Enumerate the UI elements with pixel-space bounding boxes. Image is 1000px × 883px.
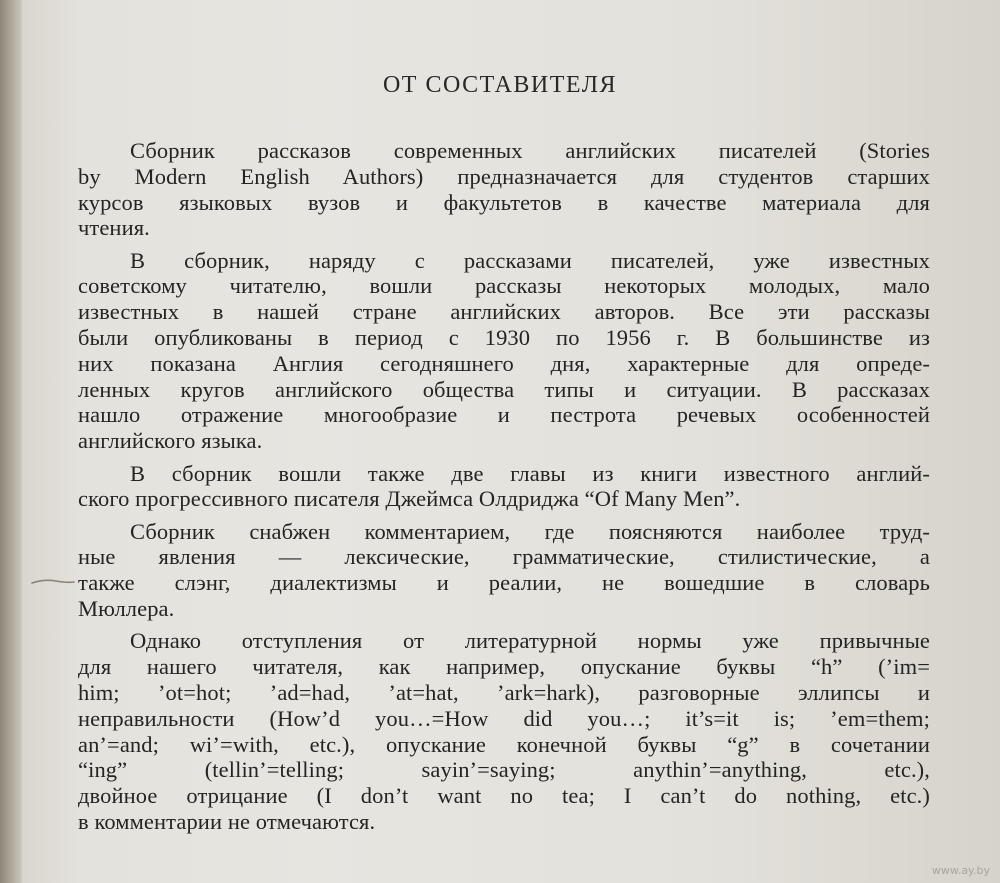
- text-line: ные явления — лексические, грамматические, стилистические, а: [78, 544, 930, 570]
- text-line: an’=and; wi’=with, etc.), опускание конечной буквы “g” в сочетании: [78, 731, 930, 757]
- text-line: Сборник рассказов современных английских писателей (Stories: [130, 138, 930, 163]
- paragraph-2: [78, 248, 930, 454]
- text-line: двойное отрицание (I don’t want no tea; I can’t do nothing, etc.): [78, 783, 930, 809]
- text-line: в комментарии не отмечаются.: [78, 808, 376, 834]
- text-line: ского прогрессивного писателя Джеймса Олдриджа “Of Many Men”.: [78, 486, 741, 512]
- text-line: нашло отражение многообразие и пестрота речевых особенностей: [78, 402, 930, 428]
- paragraph-3: [78, 461, 930, 513]
- paragraph-4: [78, 519, 930, 622]
- text-line: курсов языковых вузов и факультетов в качестве материала для: [78, 189, 930, 215]
- text-line: были опубликованы в период с 1930 по 1956 г. В большинстве из: [78, 325, 930, 351]
- book-gutter: [0, 0, 22, 883]
- watermark: www.ay.by: [931, 864, 990, 877]
- text-line: Однако отступления от литературной нормы уже привычные: [130, 628, 930, 654]
- text-line: Сборник снабжен комментарием, где поясняются наиболее труд-: [130, 518, 930, 544]
- text-line: неправильности (How’d you…=How did you…; it’s=it is; ’em=them;: [78, 705, 930, 731]
- text-line: английского языка.: [78, 428, 263, 454]
- text-line: также слэнг, диалектизмы и реалии, не вошедшие в словарь: [78, 570, 930, 596]
- text-line: ленных кругов английского общества типы и ситуации. В рассказах: [78, 376, 930, 402]
- text-line: В сборник вошли также две главы из книги известного англий-: [130, 460, 930, 486]
- text-line: известных в нашей стране английских авторов. Все эти рассказы: [78, 299, 930, 325]
- page-title: ОТ СОСТАВИТЕЛЯ: [382, 72, 618, 98]
- text-line: советскому читателю, вошли рассказы некоторых молодых, мало: [78, 273, 930, 299]
- text-line: “ing” (tellin’=telling; sayin’=saying; anythin’=anything, etc.),: [78, 757, 930, 783]
- body-text: [78, 138, 930, 841]
- text-line: by Modern English Authors) предназначается для студентов старших: [78, 163, 930, 189]
- text-line: для нашего читателя, как например, опускание буквы “h” (’im=: [78, 654, 930, 680]
- text-line: him; ’ot=hot; ’ad=had, ’at=hat, ’ark=hark), разговорные эллипсы и: [78, 679, 930, 705]
- text-line: них показана Англия сегодняшнего дня, характерные для опреде-: [78, 350, 930, 376]
- paragraph-5: [78, 628, 930, 834]
- paragraph-1: [78, 138, 930, 241]
- pencil-mark: [30, 578, 76, 586]
- text-line: В сборник, наряду с рассказами писателей, уже известных: [130, 247, 930, 273]
- text-line: Мюллера.: [78, 596, 175, 622]
- text-line: чтения.: [78, 215, 150, 241]
